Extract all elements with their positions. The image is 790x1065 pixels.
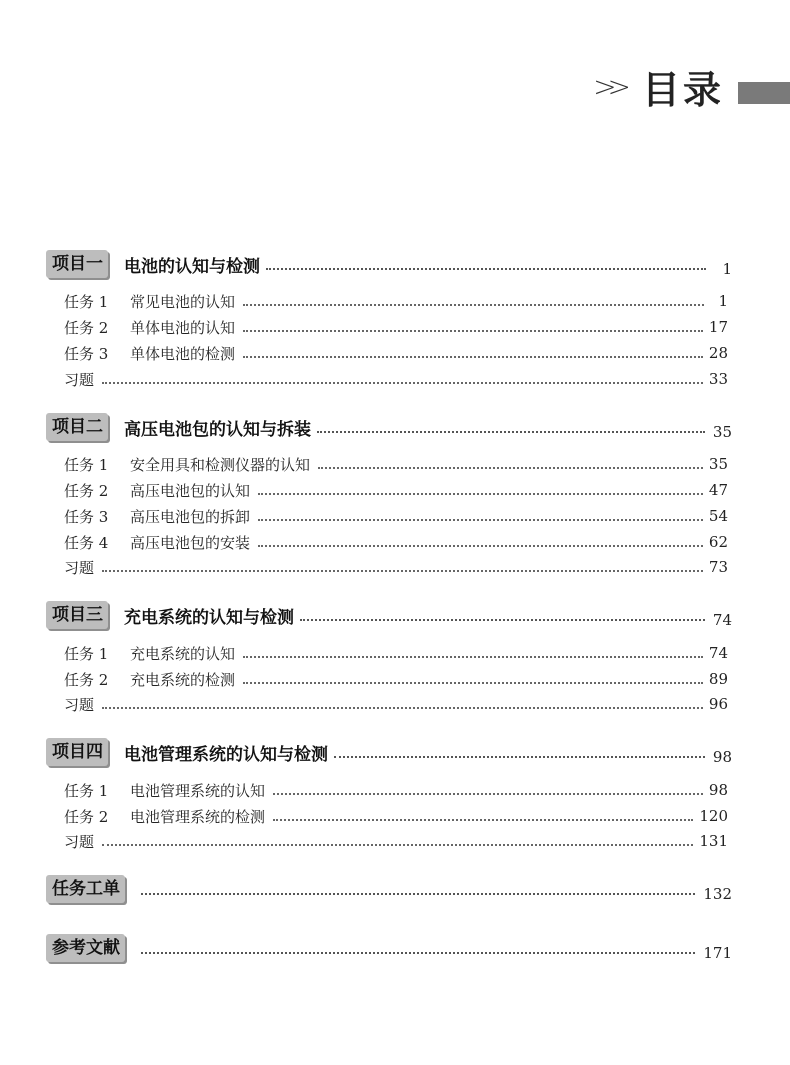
task-page-number: 17 (708, 318, 728, 336)
dot-leader (243, 355, 703, 358)
toc-section-row[interactable] (46, 873, 732, 905)
section-page-number: 171 (703, 944, 732, 962)
task-number: 任务 3 (64, 344, 109, 363)
task-name: 充电系统的认知 (130, 644, 236, 663)
dot-leader (258, 492, 703, 495)
dot-leader (141, 892, 695, 895)
dot-leader (243, 655, 703, 658)
toc-heading (593, 62, 790, 110)
dot-leader (334, 755, 705, 758)
task-page-number: 62 (708, 533, 728, 551)
section-label-badge: 项目一 (46, 250, 108, 278)
dot-leader (273, 818, 693, 821)
task-page-number: 28 (708, 344, 728, 362)
section-label-badge: 任务工单 (46, 875, 125, 903)
section-title: 电池的认知与检测 (124, 256, 260, 277)
section-title: 电池管理系统的认知与检测 (124, 744, 328, 765)
toc-section-row[interactable] (46, 411, 732, 443)
task-page-number: 73 (708, 558, 728, 576)
toc-entry-row[interactable] (64, 290, 728, 312)
task-name: 高压电池包的认知 (130, 481, 251, 500)
task-number: 任务 3 (64, 507, 109, 526)
toc-section-row[interactable] (46, 248, 732, 280)
task-page-number: 47 (708, 481, 728, 499)
task-name: 常见电池的认知 (130, 292, 236, 311)
toc-entry-row[interactable] (64, 368, 728, 390)
dot-leader (273, 792, 703, 795)
task-number: 任务 2 (64, 481, 109, 500)
task-number: 任务 1 (64, 455, 109, 474)
section-label-badge: 参考文献 (46, 934, 125, 962)
toc-entry-row[interactable] (64, 479, 728, 501)
toc-entry-row[interactable] (64, 316, 728, 338)
task-page-number: 1 (718, 292, 728, 310)
task-page-number: 33 (708, 370, 728, 388)
toc-entry-row[interactable] (64, 556, 728, 578)
dot-leader (141, 951, 695, 954)
task-number: 任务 2 (64, 807, 109, 826)
dot-leader (102, 569, 703, 572)
task-number: 任务 4 (64, 533, 109, 552)
task-page-number: 54 (708, 507, 728, 525)
double-chevron-icon: >> (593, 69, 622, 103)
section-title: 高压电池包的认知与拆装 (124, 419, 311, 440)
section-page-number: 98 (712, 748, 732, 766)
task-name: 单体电池的检测 (130, 344, 236, 363)
dot-leader (243, 303, 704, 306)
task-name: 高压电池包的安装 (130, 533, 251, 552)
task-page-number: 74 (708, 644, 728, 662)
dot-leader (318, 466, 703, 469)
task-number: 任务 1 (64, 644, 109, 663)
dot-leader (243, 681, 703, 684)
section-label-badge: 项目二 (46, 413, 108, 441)
section-page-number: 132 (703, 885, 732, 903)
dot-leader (243, 329, 703, 332)
task-name: 习题 (64, 832, 95, 851)
dot-leader (300, 618, 705, 621)
section-label-badge: 项目三 (46, 601, 108, 629)
toc-entry-row[interactable] (64, 830, 728, 852)
task-page-number: 131 (699, 832, 728, 850)
toc-entry-row[interactable] (64, 531, 728, 553)
task-name: 高压电池包的拆卸 (130, 507, 251, 526)
toc-entry-row[interactable] (64, 693, 728, 715)
task-name: 电池管理系统的检测 (130, 807, 266, 826)
task-number: 任务 2 (64, 670, 109, 689)
task-number: 任务 1 (64, 781, 109, 800)
dot-leader (102, 706, 703, 709)
section-page-number: 74 (712, 611, 732, 629)
task-page-number: 35 (708, 455, 728, 473)
task-name: 单体电池的认知 (130, 318, 236, 337)
section-page-number: 35 (712, 423, 732, 441)
section-label-badge: 项目四 (46, 738, 108, 766)
toc-section-row[interactable] (46, 736, 732, 768)
page-title: 目录 (641, 67, 724, 112)
dot-leader (102, 381, 703, 384)
title-decoration-bar (738, 82, 790, 104)
toc-section-row[interactable] (46, 932, 732, 964)
task-name: 安全用具和检测仪器的认知 (130, 455, 311, 474)
task-name: 习题 (64, 695, 95, 714)
dot-leader (266, 267, 706, 270)
section-page-number: 1 (722, 260, 732, 278)
toc-entry-row[interactable] (64, 505, 728, 527)
task-page-number: 98 (708, 781, 728, 799)
task-number: 任务 1 (64, 292, 109, 311)
toc-entry-row[interactable] (64, 342, 728, 364)
toc-entry-row[interactable] (64, 642, 728, 664)
task-name: 习题 (64, 370, 95, 389)
task-name: 习题 (64, 558, 95, 577)
dot-leader (258, 518, 703, 521)
task-page-number: 89 (708, 670, 728, 688)
task-name: 电池管理系统的认知 (130, 781, 266, 800)
dot-leader (317, 430, 705, 433)
toc-entry-row[interactable] (64, 805, 728, 827)
toc-entry-row[interactable] (64, 668, 728, 690)
task-page-number: 96 (708, 695, 728, 713)
task-page-number: 120 (699, 807, 728, 825)
task-name: 充电系统的检测 (130, 670, 236, 689)
task-number: 任务 2 (64, 318, 109, 337)
section-title: 充电系统的认知与检测 (124, 607, 294, 628)
toc-entry-row[interactable] (64, 779, 728, 801)
toc-entry-row[interactable] (64, 453, 728, 475)
dot-leader (258, 544, 703, 547)
dot-leader (102, 843, 693, 846)
toc-section-row[interactable] (46, 599, 732, 631)
